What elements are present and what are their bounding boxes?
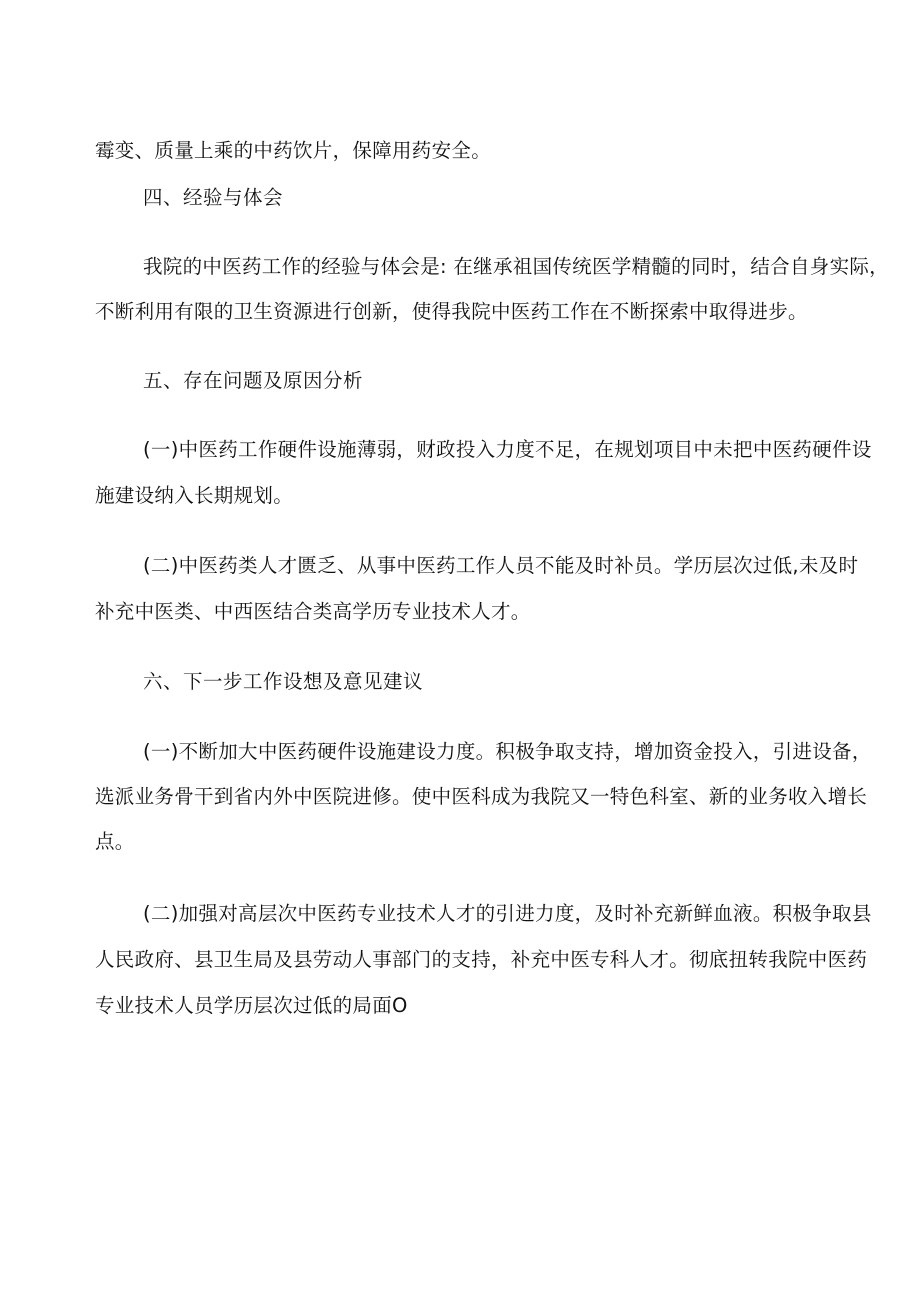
- paragraph-line: 人民政府、县卫生局及县劳动人事部门的支持，补充中医专科人才。彻底扭转我院中医药: [95, 948, 868, 971]
- section-heading-experience: 四、经验与体会: [143, 186, 284, 209]
- paragraph-line: 霉变、质量上乘的中药饮片，保障用药安全。: [95, 139, 492, 162]
- paragraph-line: (二)中医药类人才匮乏、从事中医药工作人员不能及时补员。学历层次过低,未及时: [143, 554, 859, 577]
- paragraph-line: 专业技术人员学历层次过低的局面O: [95, 994, 408, 1017]
- paragraph-line: (二)加强对高层次中医药专业技术人才的引进力度，及时补充新鲜血液。积极争取县: [143, 902, 872, 925]
- paragraph-line: 点。: [95, 830, 135, 853]
- paragraph-line: 补充中医类、中西医结合类高学历专业技术人才。: [95, 600, 531, 623]
- section-heading-problems: 五、存在问题及原因分析: [143, 369, 364, 392]
- paragraph-line: 选派业务骨干到省内外中医院进修。使中医科成为我院又一特色科室、新的业务收入增长: [95, 785, 868, 808]
- paragraph-line: (一)中医药工作硬件设施薄弱，财政投入力度不足，在规划项目中未把中医药硬件设: [143, 438, 872, 461]
- section-heading-next-steps: 六、下一步工作设想及意见建议: [143, 670, 424, 693]
- paragraph-line: 不断利用有限的卫生资源进行创新，使得我院中医药工作在不断探索中取得进步。: [95, 300, 808, 323]
- paragraph-line: 我院的中医药工作的经验与体会是: 在继承祖国传统医学精髓的同时，结合自身实际，: [143, 255, 889, 278]
- paragraph-line: (一)不断加大中医药硬件设施建设力度。积极争取支持，增加资金投入，引进设备，: [143, 740, 872, 763]
- paragraph-line: 施建设纳入长期规划。: [95, 484, 294, 507]
